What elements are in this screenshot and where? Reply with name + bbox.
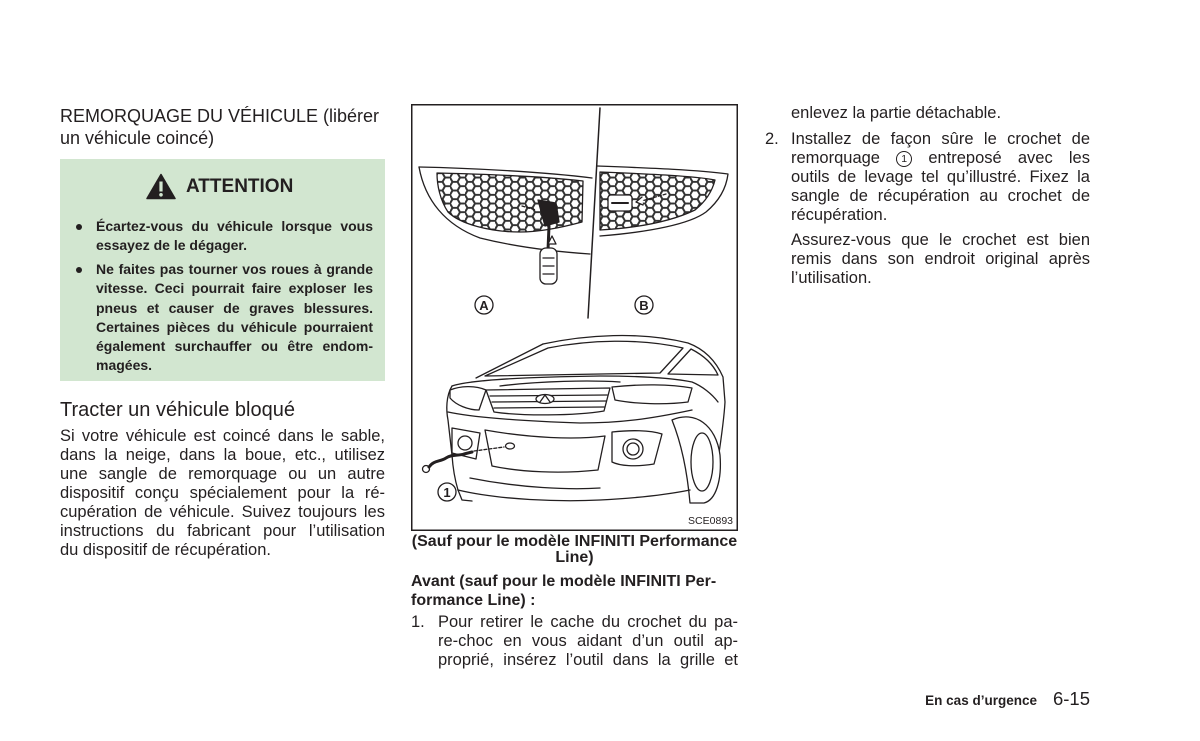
step-line-part: entreposé avec les: [928, 148, 1090, 167]
warning-line: essayez de le dégager.: [96, 237, 247, 254]
paragraph-line: dispositif conçu spécialement pour la ré-: [60, 483, 385, 502]
paragraph-line: une sangle de remorquage ou un autre: [60, 464, 385, 483]
figure-caption: [411, 534, 738, 565]
procedure-title-line: formance Line) :: [411, 591, 536, 609]
figure-code: SCE0893: [688, 515, 733, 527]
step-2-text: [791, 130, 1090, 226]
paragraph-line: cupération de véhicule. Suivez toujours les: [60, 502, 385, 521]
warning-box: [60, 159, 385, 381]
heading-line: REMORQUAGE DU VÉHICULE (libérer: [60, 106, 380, 126]
warning-title: ATTENTION: [186, 176, 294, 197]
step-line: Installez de façon sûre le crochet de: [791, 129, 1090, 148]
section-heading: [60, 105, 385, 149]
warning-line: également surchauffer ou être endom-: [96, 338, 373, 355]
page-number: 6-15: [1052, 688, 1090, 709]
warning-line: pneus et causer de graves blessures.: [96, 299, 373, 316]
step-line: outils de levage tel qu’illustré. Fixez la: [791, 167, 1090, 186]
warning-triangle-icon: [146, 173, 176, 200]
warning-bullet: [96, 260, 373, 376]
warning-line: Écartez-vous du véhicule lorsque vous: [96, 218, 373, 234]
callout-1: 1: [443, 485, 451, 500]
caption-line: Line): [555, 548, 594, 566]
paragraph-line: du dispositif de récupération.: [60, 541, 271, 560]
bullet-dot-icon: [76, 224, 82, 230]
step-2-note: [791, 231, 1090, 289]
warning-line: Ne faites pas tourner vos roues à grande: [96, 260, 373, 277]
note-line: remis dans son endroit original après: [791, 249, 1090, 268]
step-line: sangle de récupération au crochet de: [791, 187, 1090, 206]
callout-1-badge: 1: [896, 151, 912, 167]
step-1-text: [438, 613, 738, 671]
step-number: 1.: [411, 612, 425, 631]
intro-paragraph: [60, 427, 385, 561]
step-1-continued: [791, 104, 1090, 123]
step-line: re-choc en vous aidant d’un outil ap-: [438, 631, 738, 650]
paragraph-line: dans la neige, dans la boue, etc., utilisez: [60, 445, 385, 464]
note-line: Assurez-vous que le crochet est bien: [791, 230, 1090, 249]
warning-bullet: [96, 217, 373, 256]
procedure-title-line: Avant (sauf pour le modèle INFINITI Per-: [411, 572, 717, 590]
caption-line: (Sauf pour le modèle INFINITI Performance: [411, 533, 738, 550]
step-line: proprié, insérez l’outil dans la grille et: [438, 651, 738, 670]
step-line: [791, 149, 1090, 168]
towing-hook-illustration: [411, 104, 738, 531]
footer-section-title: En cas d’urgence: [925, 693, 1037, 708]
page-footer: [925, 688, 1090, 710]
heading-line: un véhicule coincé): [60, 128, 215, 148]
paragraph-line: Si votre véhicule est coincé dans le sable,: [60, 426, 385, 445]
step-line: Pour retirer le cache du crochet du pa-: [438, 612, 738, 631]
label-a: A: [479, 298, 489, 313]
paragraph-line: instructions du fabricant pour l’utilisation: [60, 521, 385, 540]
bullet-dot-icon: [76, 267, 82, 273]
procedure-title: [411, 572, 738, 610]
note-line: l’utilisation.: [791, 268, 872, 287]
warning-list: [96, 217, 373, 376]
step-number: 2.: [765, 129, 779, 148]
warning-line: vitesse. Ceci pourrait faire exploser les: [96, 280, 373, 297]
step-line-part: remorquage: [791, 148, 880, 167]
step-line: récupération.: [791, 206, 888, 225]
step-line: enlevez la partie détachable.: [791, 103, 1002, 122]
label-b: B: [639, 298, 649, 313]
warning-line: magées.: [96, 357, 153, 374]
warning-line: Certaines pièces du véhicule pourraient: [96, 318, 373, 335]
subsection-heading: Tracter un véhicule bloqué: [60, 399, 295, 421]
